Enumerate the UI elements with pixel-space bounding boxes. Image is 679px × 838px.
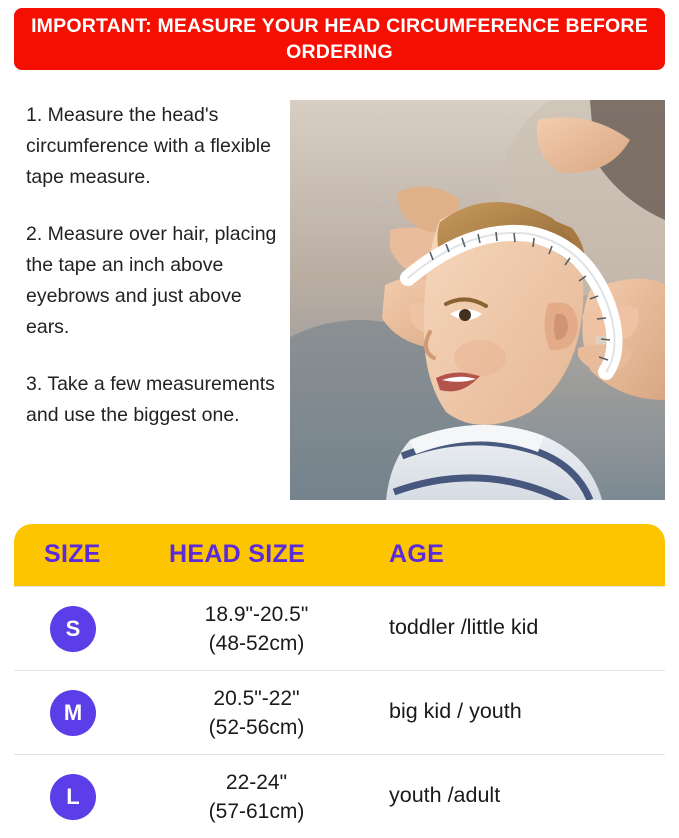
- age-cell: big kid / youth: [389, 699, 522, 723]
- instruction-step-3: 3. Take a few measurements and use the biggest one.: [26, 373, 275, 426]
- age-cell: toddler /little kid: [389, 615, 539, 639]
- instruction-list: [26, 100, 281, 431]
- head-size-cell: [134, 600, 379, 658]
- measurement-photo: [290, 100, 665, 500]
- table-row: [14, 754, 665, 838]
- table-row: [14, 670, 665, 754]
- important-banner: [14, 8, 665, 70]
- age-cell: youth /adult: [389, 783, 501, 807]
- head-size-inches: 20.5"-22": [213, 687, 300, 710]
- head-size-inches: 22-24": [225, 771, 288, 794]
- size-table-header: [14, 524, 665, 586]
- instructions-section: [0, 82, 679, 512]
- banner-text: IMPORTANT: MEASURE YOUR HEAD CIRCUMFERENCE BEFORE ORDERING: [31, 15, 648, 63]
- size-badge-l: L: [50, 774, 96, 820]
- size-table: [14, 524, 665, 824]
- size-badge-s: S: [50, 606, 96, 652]
- column-header-head-size: HEAD SIZE: [169, 540, 306, 568]
- head-size-cm: (57-61cm): [208, 800, 305, 823]
- instruction-step-2: 2. Measure over hair, placing the tape an inch above eyebrows and just above ears.: [26, 223, 277, 338]
- head-size-cm: (52-56cm): [208, 716, 305, 739]
- head-size-cell: [134, 684, 379, 742]
- size-badge-m: M: [50, 690, 96, 736]
- instruction-step-1: 1. Measure the head's circumference with a flexible tape measure.: [26, 104, 271, 188]
- head-size-inches: 18.9"-20.5": [204, 603, 309, 626]
- table-row: [14, 586, 665, 670]
- column-header-size: SIZE: [44, 540, 101, 568]
- column-header-age: AGE: [389, 540, 445, 568]
- head-size-cell: [134, 768, 379, 826]
- head-size-cm: (48-52cm): [208, 632, 305, 655]
